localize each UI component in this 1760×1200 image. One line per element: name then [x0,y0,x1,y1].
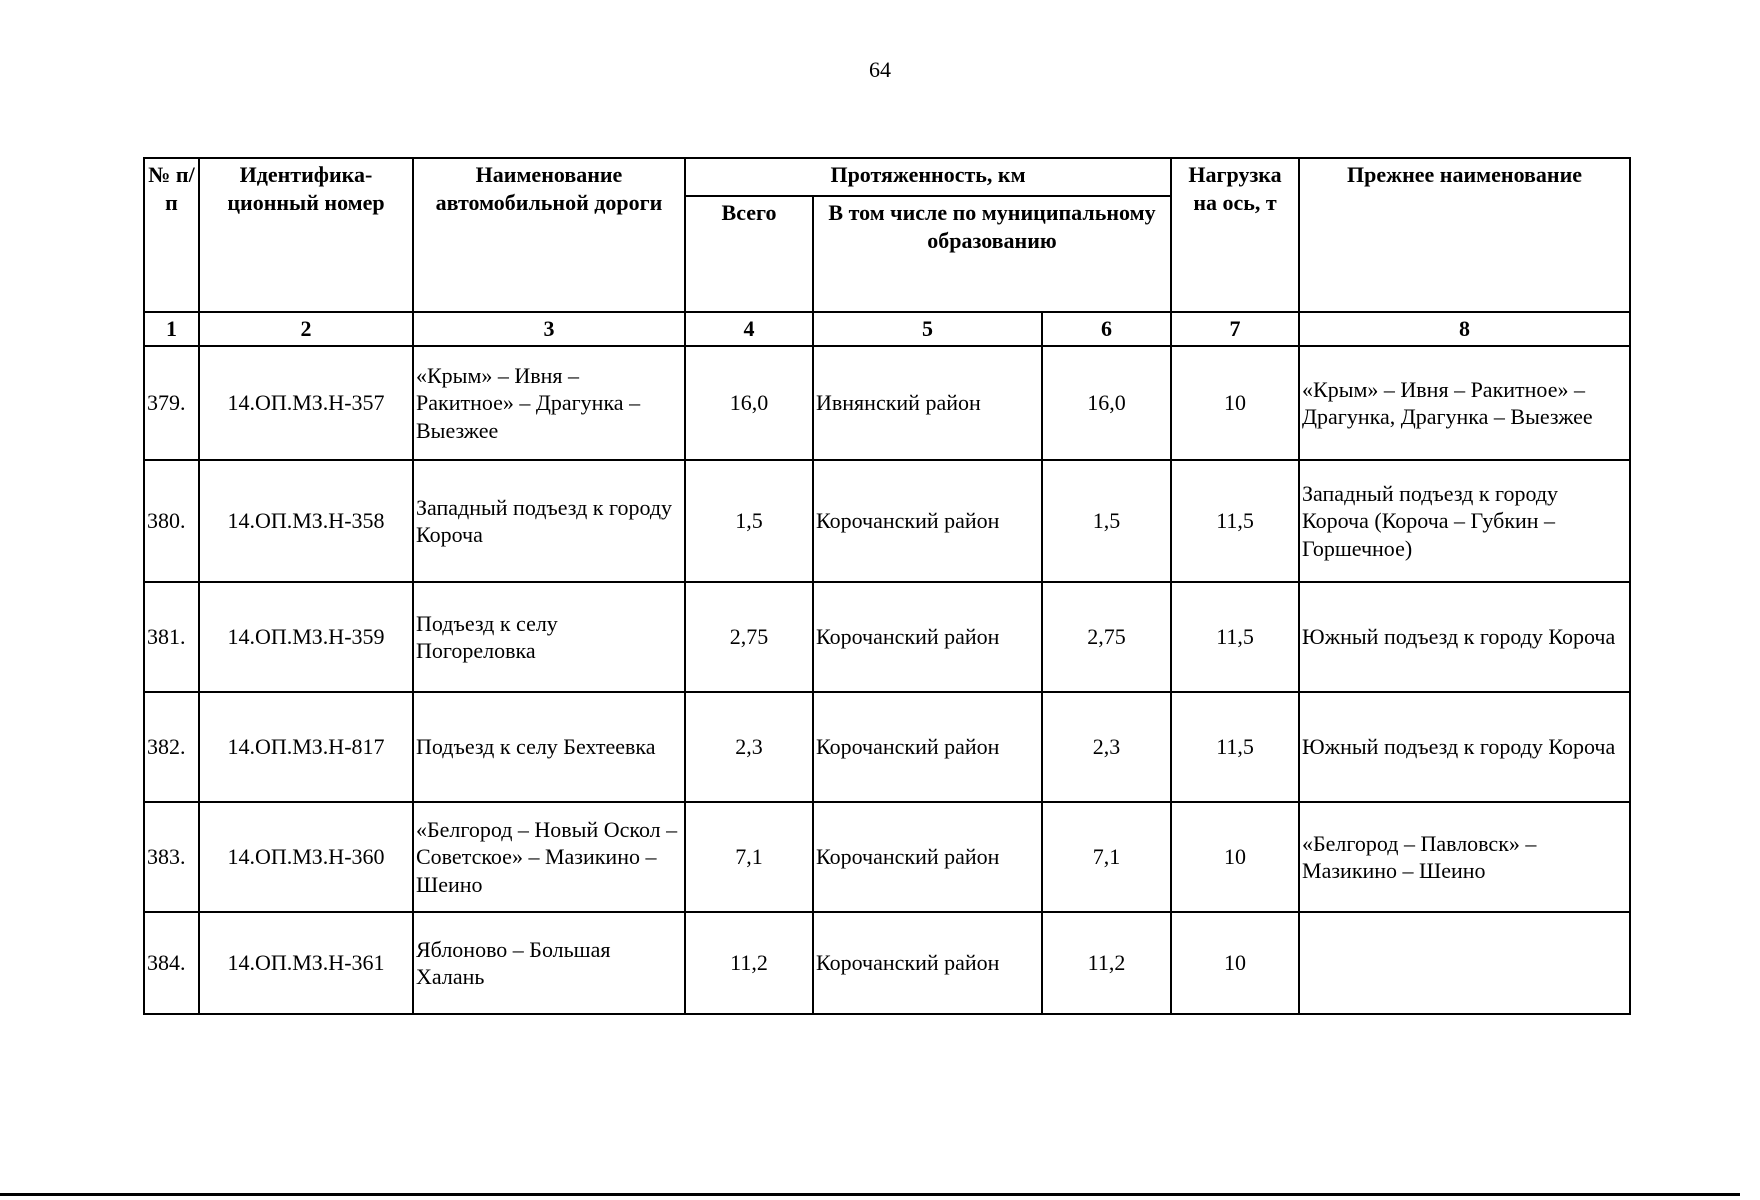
previous-name: Западный подъезд к городу Короча (Короча – Губкин – Горшечное) [1299,460,1630,582]
road-name: Подъезд к селу Погореловка [413,582,685,692]
district: Корочанский район [813,582,1042,692]
previous-name: Южный подъезд к городу Короча [1299,582,1630,692]
header-row [144,158,1630,196]
district-length: 16,0 [1042,346,1171,460]
district: Ивнянский район [813,346,1042,460]
district-length: 11,2 [1042,912,1171,1014]
bottom-rule [0,1193,1740,1196]
length-total: 11,2 [685,912,813,1014]
length-total: 2,75 [685,582,813,692]
header-road-name: Наименование автомобильной дороги [413,158,685,312]
road-name: Подъезд к селу Бехтеевка [413,692,685,802]
table-row [144,460,1630,582]
row-number: 380. [144,460,199,582]
header-previous-name: Прежнее наименование [1299,158,1630,312]
axle-load: 10 [1171,346,1299,460]
length-total: 1,5 [685,460,813,582]
column-number: 7 [1171,312,1299,346]
road-id: 14.ОП.МЗ.Н-817 [199,692,413,802]
road-id: 14.ОП.МЗ.Н-358 [199,460,413,582]
road-name: Яблоново – Большая Халань [413,912,685,1014]
column-number: 1 [144,312,199,346]
axle-load: 11,5 [1171,692,1299,802]
district: Корочанский район [813,692,1042,802]
district: Корочанский район [813,802,1042,912]
road-id: 14.ОП.МЗ.Н-357 [199,346,413,460]
table-row [144,582,1630,692]
table-row [144,346,1630,460]
column-number: 3 [413,312,685,346]
header-length-total: Всего [685,196,813,312]
road-name: Западный подъезд к городу Короча [413,460,685,582]
district: Корочанский район [813,912,1042,1014]
road-id: 14.ОП.МЗ.Н-360 [199,802,413,912]
district-length: 2,75 [1042,582,1171,692]
road-name: «Крым» – Ивня – Ракитное» – Драгунка – Выезжее [413,346,685,460]
previous-name: «Крым» – Ивня – Ракитное» – Драгунка, Драгунка – Выезжее [1299,346,1630,460]
header-num: № п/п [144,158,199,312]
previous-name: «Белгород – Павловск» – Мазикино – Шеино [1299,802,1630,912]
axle-load: 10 [1171,912,1299,1014]
row-number: 383. [144,802,199,912]
column-number: 6 [1042,312,1171,346]
axle-load: 11,5 [1171,582,1299,692]
length-total: 16,0 [685,346,813,460]
length-total: 2,3 [685,692,813,802]
district: Корочанский район [813,460,1042,582]
district-length: 2,3 [1042,692,1171,802]
roads-table [143,157,1631,1015]
previous-name: Южный подъезд к городу Короча [1299,692,1630,802]
column-number: 4 [685,312,813,346]
header-id: Идентифика-ционный номер [199,158,413,312]
table-row [144,912,1630,1014]
page-number: 64 [869,57,891,82]
column-number: 2 [199,312,413,346]
district-length: 7,1 [1042,802,1171,912]
row-number: 382. [144,692,199,802]
column-number: 8 [1299,312,1630,346]
road-id: 14.ОП.МЗ.Н-359 [199,582,413,692]
axle-load: 11,5 [1171,460,1299,582]
table-row [144,802,1630,912]
column-number-row [144,312,1630,346]
row-number: 381. [144,582,199,692]
header-length: Протяженность, км [685,158,1171,196]
column-number: 5 [813,312,1042,346]
length-total: 7,1 [685,802,813,912]
row-number: 384. [144,912,199,1014]
road-id: 14.ОП.МЗ.Н-361 [199,912,413,1014]
axle-load: 10 [1171,802,1299,912]
previous-name [1299,912,1630,1014]
header-length-municipal: В том числе по муниципальному образованию [813,196,1171,312]
table-row [144,692,1630,802]
header-axle-load: Нагрузка на ось, т [1171,158,1299,312]
road-name: «Белгород – Новый Оскол – Советское» – Мазикино – Шеино [413,802,685,912]
row-number: 379. [144,346,199,460]
district-length: 1,5 [1042,460,1171,582]
